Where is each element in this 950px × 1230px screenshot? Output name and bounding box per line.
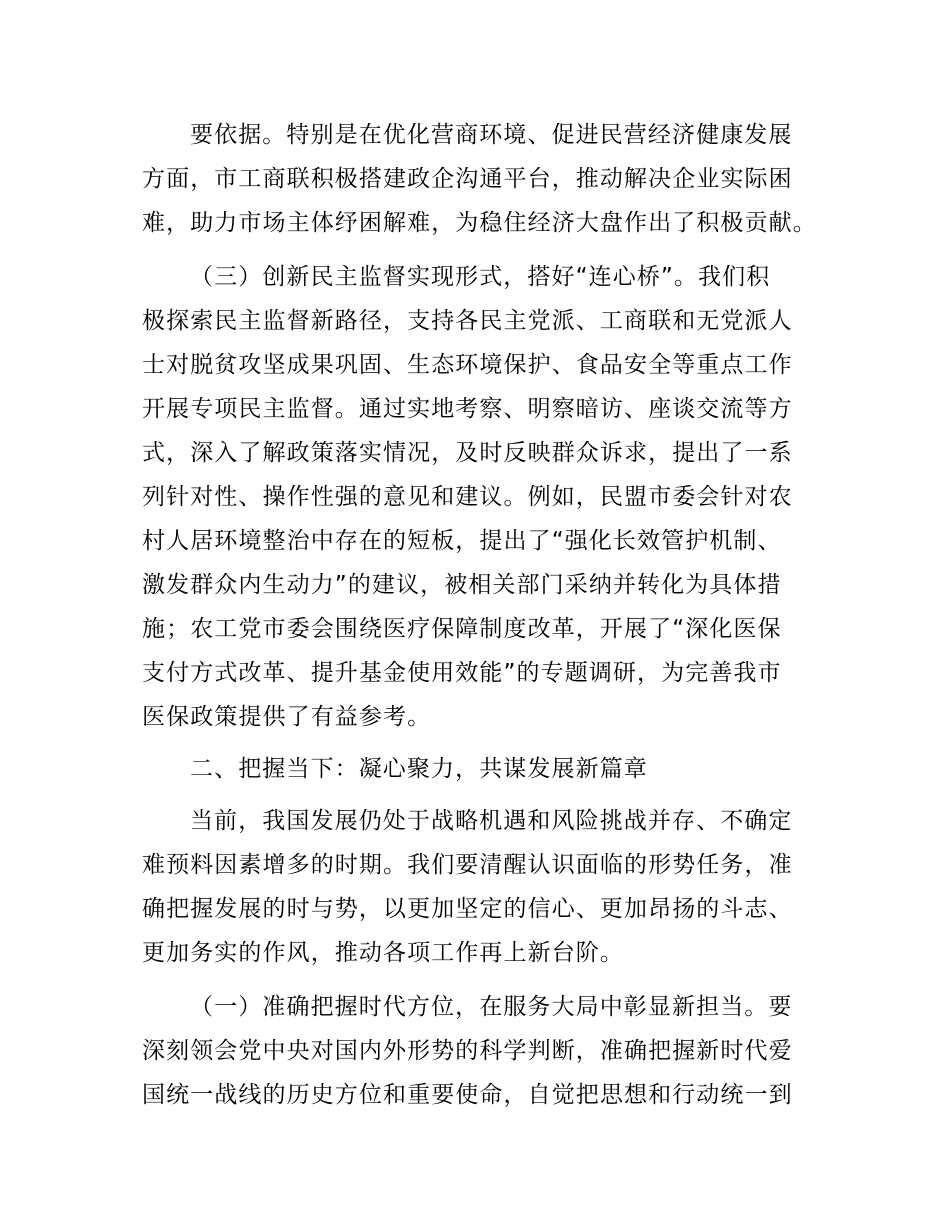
- text-line: 难预料因素增多的时期。我们要清醒认识面临的形势任务，准: [142, 852, 793, 878]
- text-line: 极探索民主监督新路径，支持各民主党派、工商联和无党派人: [142, 308, 793, 334]
- text-line: 村人居环境整治中存在的短板，提出了“强化长效管护机制、: [142, 528, 782, 554]
- text-line: 开展专项民主监督。通过实地考察、明察暗访、座谈交流等方: [142, 396, 793, 422]
- text-line: 式，深入了解政策落实情况，及时反映群众诉求，提出了一系: [142, 440, 793, 466]
- text-line: 方面，市工商联积极搭建政企沟通平台，推动解决企业实际困: [142, 166, 793, 192]
- text-line: （三）创新民主监督实现形式，搭好“连心桥”。我们积: [190, 264, 771, 290]
- text-line: 深刻领会党中央对国内外形势的科学判断，准确把握新时代爱: [142, 1038, 793, 1064]
- text-line: 施；农工党市委会围绕医疗保障制度改革，开展了“深化医保: [142, 616, 782, 642]
- text-line: （一）准确把握时代方位，在服务大局中彰显新担当。要: [190, 994, 793, 1020]
- text-line: 支付方式改革、提升基金使用效能”的专题调研，为完善我市: [142, 660, 782, 686]
- text-line: 国统一战线的历史方位和重要使命，自觉把思想和行动统一到: [142, 1082, 793, 1108]
- heading-line: 二、把握当下：凝心聚力，共谋发展新篇章: [190, 756, 648, 782]
- text-line: 列针对性、操作性强的意见和建议。例如，民盟市委会针对农: [142, 484, 793, 510]
- text-line: 医保政策提供了有益参考。: [142, 704, 432, 730]
- text-line: 要依据。特别是在优化营商环境、促进民营经济健康发展: [190, 122, 793, 148]
- text-line: 士对脱贫攻坚成果巩固、生态环境保护、食品安全等重点工作: [142, 352, 793, 378]
- text-line: 激发群众内生动力”的建议，被相关部门采纳并转化为具体措: [142, 572, 782, 598]
- text-line: 确把握发展的时与势，以更加坚定的信心、更加昂扬的斗志、: [142, 896, 793, 922]
- text-line: 难，助力市场主体纾困解难，为稳住经济大盘作出了积极贡献。: [142, 210, 817, 236]
- text-line: 更加务实的作风，推动各项工作再上新台阶。: [142, 940, 624, 966]
- text-line: 当前，我国发展仍处于战略机遇和风险挑战并存、不确定: [190, 808, 793, 834]
